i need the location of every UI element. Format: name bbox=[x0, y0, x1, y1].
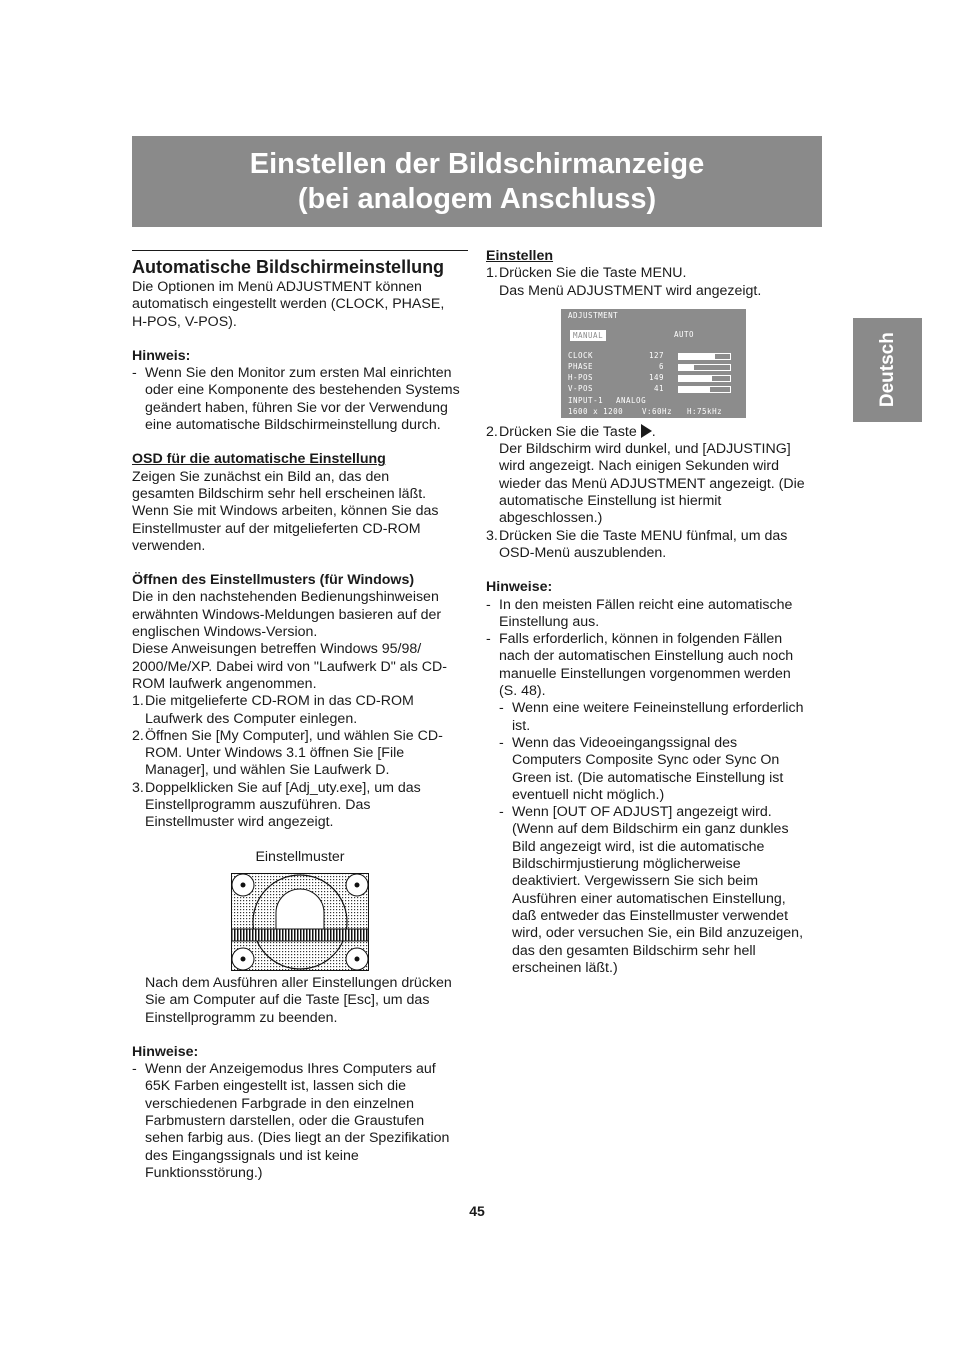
step-number: 2. bbox=[486, 423, 498, 440]
step-item bbox=[486, 528, 822, 563]
osd-level-fill bbox=[679, 365, 694, 370]
note-item: - Wenn der Anzeigemodus Ihres Computers auf 65K Farben eingestellt ist, lassen sich die verschiedenen Farbgrade in den einzelnen Farbmustern darstellen, oder die Graustufen sehen farbig aus. (Dies liegt an der Spezifikation des Eingangssignals und ist keine Funktionsstörung.) bbox=[132, 1061, 468, 1182]
osd-level-fill bbox=[679, 376, 712, 381]
osd-level-fill bbox=[679, 387, 710, 392]
osd-vfreq: V:60Hz bbox=[642, 406, 673, 416]
pattern-caption: Einstellmuster bbox=[255, 848, 345, 865]
intro-text bbox=[132, 279, 468, 331]
text-line: Wenn das Videoeingangssignal des bbox=[512, 734, 738, 751]
text-line: deaktiviert. Vergewissern Sie sich beim bbox=[512, 873, 759, 890]
text-line: oder eine Komponente des bestehenden Systems bbox=[145, 382, 460, 399]
text-line: Falls erforderlich, können in folgenden Fällen bbox=[499, 631, 783, 648]
text-line: (S. 48). bbox=[499, 683, 546, 700]
title-banner bbox=[132, 136, 822, 227]
text-line: Öffnen Sie [My Computer], und wählen Sie CD- bbox=[145, 727, 443, 744]
osd-row-value: 149 bbox=[648, 372, 664, 382]
sub-note-item: - Wenn das Videoeingangssignal des Computers Composite Sync oder Sync On Green ist. (Die automatische Einstellung ist eventuell nicht möglich.) bbox=[499, 735, 822, 804]
text-line: Bildschirmjustierung möglicherweise bbox=[512, 856, 741, 873]
text-line: verwenden. bbox=[132, 537, 206, 554]
osd-hfreq: H:75kHz bbox=[687, 406, 723, 416]
open-pattern-text bbox=[132, 589, 468, 693]
text-line: Einstellprogramm zu beenden. bbox=[145, 1009, 338, 1026]
text-line: Computers Composite Sync oder Sync On bbox=[512, 752, 780, 769]
text-line: Wenn der Anzeigemodus Ihres Computers auf bbox=[145, 1061, 436, 1078]
text-line: In den meisten Fällen reicht eine automatische bbox=[499, 596, 793, 613]
after-pattern-text bbox=[132, 975, 468, 1027]
text-line: ROM laufwerk angenommen. bbox=[132, 675, 317, 692]
osd-row-value: 6 bbox=[658, 361, 664, 371]
einstellen-heading: Einstellen bbox=[486, 248, 554, 264]
text-line: Wenn eine weitere Feineinstellung erforderlich bbox=[512, 700, 804, 717]
step-number: 2. bbox=[132, 727, 144, 744]
title-line-1: Einstellen der Bildschirmanzeige bbox=[249, 147, 705, 180]
text-line: Doppelklicken Sie auf [Adj_uty.exe], um das bbox=[145, 779, 421, 796]
osd-row-label: H-POS bbox=[568, 372, 594, 382]
text-line: manuelle Einstellungen vorgenommen werden bbox=[499, 665, 791, 682]
left-column bbox=[132, 250, 468, 1182]
section-rule bbox=[132, 250, 468, 251]
text-line: Manager], und wählen Sie Laufwerk D. bbox=[145, 762, 390, 779]
text-line: (Wenn auf dem Bildschirm ein ganz dunkles bbox=[512, 821, 789, 838]
osd-text bbox=[132, 469, 468, 555]
step-number: 1. bbox=[486, 265, 498, 282]
text-line: Einstellprogramm auszuführen. Das bbox=[145, 797, 371, 814]
open-pattern-heading: Öffnen des Einstellmusters (für Windows) bbox=[132, 572, 415, 589]
text-line: Laufwerk des Computer einlegen. bbox=[145, 710, 358, 727]
text-line: OSD-Menü auszublenden. bbox=[499, 544, 667, 561]
osd-row-value: 127 bbox=[648, 350, 664, 360]
language-tab-label: Deutsch bbox=[876, 332, 898, 408]
text-line: automatische Einstellung ist hiermit bbox=[499, 493, 722, 510]
text-line: gesamten Bildschirm sehr hell erscheinen läßt. bbox=[132, 485, 427, 502]
step-item bbox=[486, 265, 822, 300]
step-number: 3. bbox=[132, 779, 144, 796]
text-line: Wenn Sie den Monitor zum ersten Mal einrichten bbox=[145, 365, 452, 382]
sub-note-item: - Wenn eine weitere Feineinstellung erforderlich ist. bbox=[499, 700, 822, 735]
notes-heading: Hinweise: bbox=[486, 579, 553, 596]
text-line: Drücken Sie die Taste bbox=[499, 423, 637, 440]
text-line: ROM. Unter Windows 3.1 öffnen Sie [File bbox=[145, 745, 405, 762]
text-line: wieder das Menü ADJUSTMENT angezeigt. (Die bbox=[499, 475, 805, 492]
osd-subheading: OSD für die automatische Einstellung bbox=[132, 451, 386, 468]
text-line: Diese Anweisungen betreffen Windows 95/98/ bbox=[132, 641, 422, 658]
text-line: Einstellmuster wird angezeigt. bbox=[145, 814, 334, 831]
osd-row-label: CLOCK bbox=[568, 350, 594, 360]
text-line: eine automatische Bildschirmeinstellung durch. bbox=[145, 417, 441, 434]
sub-note-item: - Wenn [OUT OF ADJUST] angezeigt wird. (Wenn auf dem Bildschirm ein ganz dunkles Bild angezeigt wird, ist die automatische Bildschirmjustierung möglicherweise deaktiviert. Vergewissern Sie sich beim Ausführen einer automatischen Einstellung, daß entweder das Einstellmuster verwendet wird, oder versuchen Sie, ein Bild anzuzeigen, das den gesamten Bildschirm sehr hell erscheinen läßt.) bbox=[499, 804, 822, 977]
text-line: 2000/Me/XP. Dabei wird von "Laufwerk D" als CD- bbox=[132, 658, 447, 675]
right-column bbox=[486, 248, 822, 977]
osd-row-label: V-POS bbox=[568, 383, 594, 393]
osd-manual-label: MANUAL bbox=[570, 330, 606, 341]
text-line: Das Menü ADJUSTMENT wird angezeigt. bbox=[499, 282, 762, 299]
notes-heading: Hinweise: bbox=[132, 1043, 199, 1060]
note-item: - Falls erforderlich, können in folgenden Fällen nach der automatischen Einstellung auch noch manuelle Einstellungen vorgenommen werden (S. 48). bbox=[486, 631, 822, 700]
text-line: automatisch eingestellt werden (CLOCK, PHASE, bbox=[132, 296, 445, 313]
osd-mode: ANALOG bbox=[616, 395, 647, 405]
text-line: 65K Farben eingestellt ist, lassen sich die bbox=[145, 1078, 407, 1095]
osd-level-bar bbox=[678, 386, 731, 393]
text-line: das den gesamten Bildschirm sehr hell bbox=[512, 942, 756, 959]
language-tab bbox=[853, 318, 922, 422]
step-item bbox=[486, 424, 822, 528]
text-line: ist. bbox=[512, 717, 531, 734]
text-line: Nach dem Ausführen aller Einstellungen drücken bbox=[145, 974, 452, 991]
text-line: Einstellung aus. bbox=[499, 613, 600, 630]
text-line: abgeschlossen.) bbox=[499, 510, 603, 527]
adjustment-pattern-image bbox=[231, 873, 369, 971]
text-line: Ausführen einer automatischen Einstellung, bbox=[512, 890, 786, 907]
osd-level-bar bbox=[678, 375, 731, 382]
text-line: Farbmustern darstellen, oder die Graustufen bbox=[145, 1112, 425, 1129]
step-number: 3. bbox=[486, 527, 498, 544]
osd-level-fill bbox=[679, 354, 715, 359]
text-line: erwähnten Windows-Meldungen basieren auf der bbox=[132, 606, 442, 623]
text-line: daß entweder das Einstellmuster verwendet bbox=[512, 907, 789, 924]
step-item bbox=[132, 780, 468, 832]
text-line: Der Bildschirm wird dunkel, und [ADJUSTING] bbox=[499, 441, 791, 458]
title-line-2: (bei analogem Anschluss) bbox=[297, 182, 657, 215]
step-item bbox=[132, 693, 468, 728]
text-line: eventuell nicht möglich.) bbox=[512, 786, 665, 803]
text-line: Drücken Sie die Taste MENU fünfmal, um das bbox=[499, 527, 788, 544]
text-line: wird angezeigt. Nach einigen Sekunden wird bbox=[499, 458, 779, 475]
text-line: des Eingangssignals und ist keine bbox=[145, 1147, 359, 1164]
text-line: geändert haben, führen Sie vor der Verwendung bbox=[145, 399, 448, 416]
text-line: H-POS, V-POS). bbox=[132, 313, 237, 330]
osd-level-bar bbox=[678, 353, 731, 360]
text-line: Sie am Computer auf die Taste [Esc], um das bbox=[145, 992, 430, 1009]
text-line: Wenn [OUT OF ADJUST] angezeigt wird. bbox=[512, 804, 772, 821]
osd-auto-label: AUTO bbox=[674, 329, 695, 339]
text-line: Bild angezeigt wird, ist die automatische bbox=[512, 838, 765, 855]
osd-title: ADJUSTMENT bbox=[568, 310, 619, 320]
note-item: - Wenn Sie den Monitor zum ersten Mal einrichten oder eine Komponente des bestehenden Systems geändert haben, führen Sie vor der Verwendung eine automatische Bildschirmeinstellung durch. bbox=[132, 365, 468, 434]
osd-adjustment-menu bbox=[561, 309, 746, 418]
section-heading: Automatische Bildschirmeinstellung bbox=[132, 257, 445, 277]
text-line: Die in den nachstehenden Bedienungshinweisen bbox=[132, 589, 439, 606]
text-line: Green ist. (Die automatische Einstellung ist bbox=[512, 769, 784, 786]
osd-level-bar bbox=[678, 364, 731, 371]
note-item: - In den meisten Fällen reicht eine automatische Einstellung aus. bbox=[486, 597, 822, 632]
step-number: 1. bbox=[132, 693, 144, 710]
text-line: Funktionsstörung.) bbox=[145, 1164, 263, 1181]
osd-resolution: 1600 x 1200 bbox=[568, 406, 624, 416]
osd-row-label: PHASE bbox=[568, 361, 594, 371]
text-line: verschiedenen Farbgrade in den einzelnen bbox=[145, 1095, 414, 1112]
text-line: Wenn Sie mit Windows arbeiten, können Sie das bbox=[132, 503, 439, 520]
osd-row-value: 41 bbox=[653, 383, 664, 393]
text-line: wird, oder versuchen Sie, ein Bild anzuzeigen, bbox=[512, 925, 804, 942]
osd-input: INPUT-1 bbox=[568, 395, 604, 405]
text-line: Drücken Sie die Taste MENU. bbox=[499, 265, 687, 282]
step-item bbox=[132, 728, 468, 780]
text-line: Einstellmuster auf der mitgelieferten CD-ROM bbox=[132, 520, 421, 537]
punctuation: . bbox=[651, 423, 656, 440]
text-line: nach der automatischen Einstellung auch noch bbox=[499, 648, 794, 665]
text-line: Die mitgelieferte CD-ROM in das CD-ROM bbox=[145, 693, 414, 710]
text-line: sehen farbig aus. (Dies liegt an der Spezifikation bbox=[145, 1130, 450, 1147]
text-line: englischen Windows-Version. bbox=[132, 624, 318, 641]
text-line: Zeigen Sie zunächst ein Bild an, das den bbox=[132, 468, 390, 485]
text-line: Die Optionen im Menü ADJUSTMENT können bbox=[132, 279, 422, 295]
note-heading: Hinweis: bbox=[132, 347, 191, 364]
page-number: 45 bbox=[469, 1203, 485, 1219]
right-arrow-icon bbox=[641, 424, 652, 438]
text-line: erscheinen läßt.) bbox=[512, 959, 618, 976]
